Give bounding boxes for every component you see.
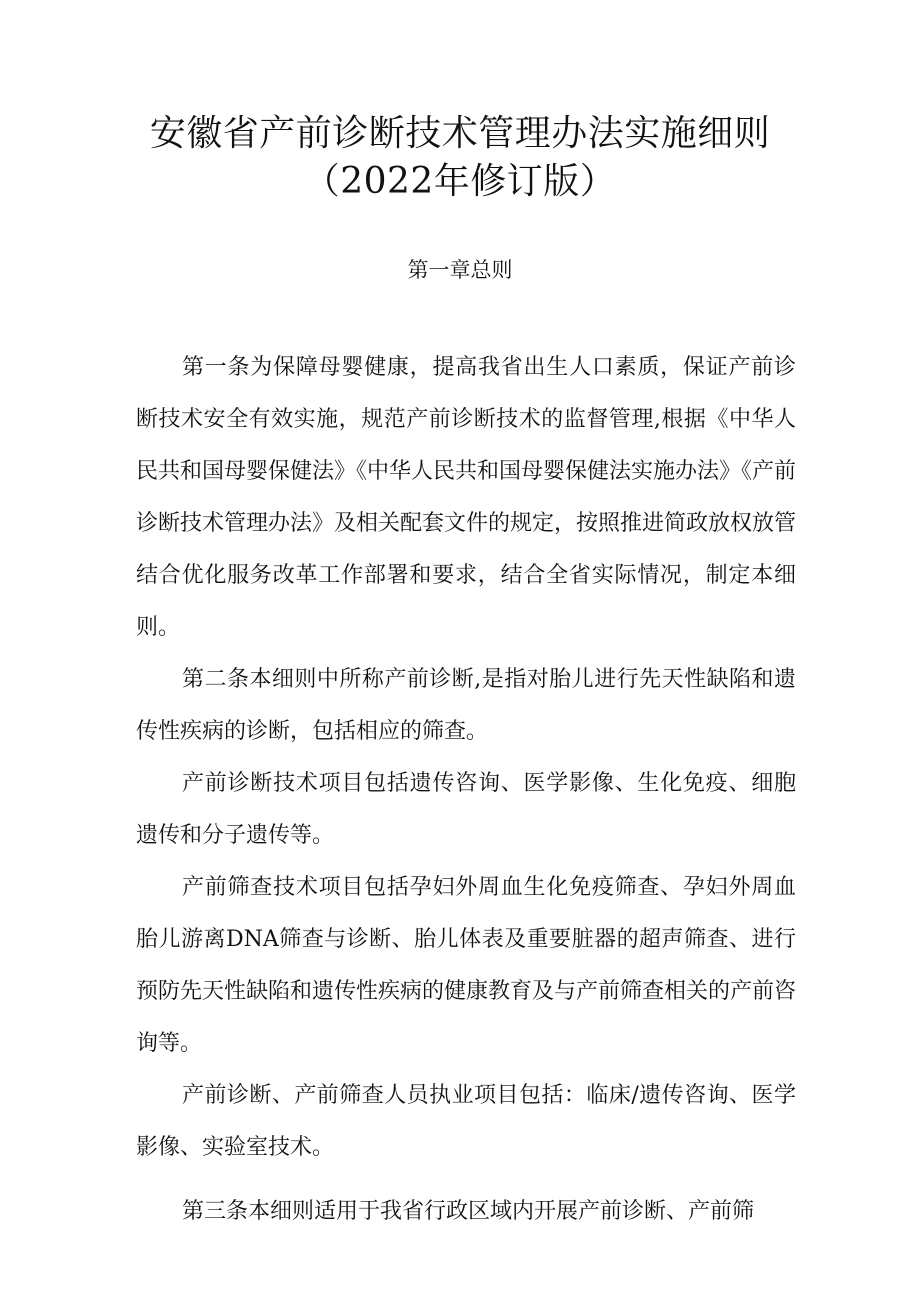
chapter-heading: 第一章总则: [407, 258, 513, 282]
document-body: [136, 342, 796, 1238]
prenatal-screening-items-paragraph: 产前筛查技术项目包括孕妇外周血生化免疫筛查、孕妇外周血胎儿游离DNA筛查与诊断、胎儿体表及重要脏器的超声筛查、进行预防先天性缺陷和遗传性疾病的健康教育及与产前筛查相关的产前咨询等。: [136, 875, 797, 1056]
prenatal-diagnosis-items-paragraph: 产前诊断技术项目包括遗传咨询、医学影像、生化免疫、细胞遗传和分子遗传等。: [136, 771, 796, 848]
personnel-practice-items-paragraph: 产前诊断、产前筛查人员执业项目包括：临床/遗传咨询、医学影像、实验室技术。: [136, 1083, 796, 1160]
article-2-paragraph: 第二条本细则中所称产前诊断,是指对胎儿进行先天性缺陷和遗传性疾病的诊断，包括相应的筛查。: [136, 667, 796, 744]
document-title-line-2: （2022年修订版）: [303, 161, 617, 202]
article-1-paragraph: 第一条为保障母婴健康，提高我省出生人口素质，保证产前诊断技术安全有效实施，规范产前诊断技术的监督管理,根据《中华人民共和国母婴保健法》《中华人民共和国母婴保健法实施办法》《产前诊断技术管理办法》及相关配套文件的规定，按照推进简政放权放管结合优化服务改革工作部署和要求，结合全省实际情况，制定本细则。: [136, 355, 797, 640]
article-3-paragraph: 第三条本细则适用于我省行政区域内开展产前诊断、产前筛: [182, 1199, 755, 1224]
document-title-line-1: 安徽省产前诊断技术管理办法实施细则: [149, 113, 771, 154]
